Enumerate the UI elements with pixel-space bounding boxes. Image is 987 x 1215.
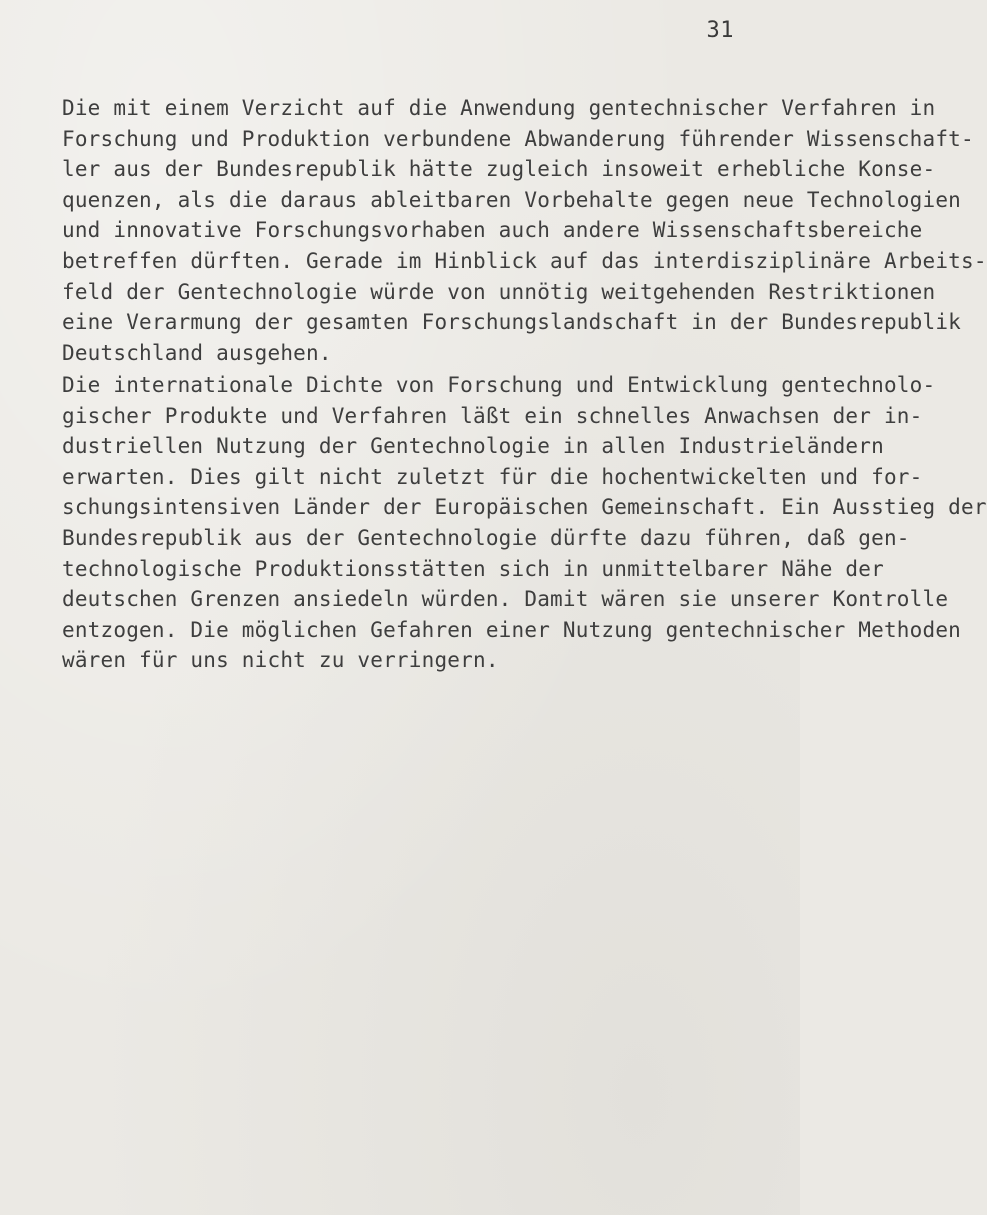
text-line: feld der Gentechnologie würde von unnötig weitgehenden Restriktionen — [62, 279, 936, 304]
text-line: Forschung und Produktion verbundene Abwanderung führender Wissenschaft- — [62, 126, 974, 151]
text-line: Deutschland ausgehen. — [62, 340, 332, 365]
text-line: schungsintensiven Länder der Europäischen Gemeinschaft. Ein Ausstieg der — [62, 495, 987, 520]
text-line: Die internationale Dichte von Forschung und Entwicklung gentechnolo- — [62, 373, 936, 397]
paragraph-1 — [62, 93, 987, 368]
paragraph-2 — [62, 370, 987, 676]
text-line: erwarten. Dies gilt nicht zuletzt für die hochentwickelten und for- — [62, 464, 923, 489]
text-line: ler aus der Bundesrepublik hätte zugleich insoweit erhebliche Konse- — [62, 157, 936, 182]
page-number: 31 — [706, 18, 734, 43]
text-line: deutschen Grenzen ansiedeln würden. Damit wären sie unserer Kontrolle — [62, 587, 949, 612]
text-line: eine Verarmung der gesamten Forschungslandschaft in der Bundesrepublik — [62, 310, 962, 335]
text-line: betreffen dürften. Gerade im Hinblick auf das interdisziplinäre Arbeits- — [62, 248, 987, 273]
text-line: dustriellen Nutzung der Gentechnologie in allen Industrieländern — [62, 434, 884, 459]
text-line: und innovative Forschungsvorhaben auch andere Wissenschaftsbereiche — [62, 218, 923, 243]
text-line: wären für uns nicht zu verringern. — [62, 648, 499, 673]
text-line: gischer Produkte und Verfahren läßt ein schnelles Anwachsen der in- — [62, 403, 923, 428]
text-line: entzogen. Die möglichen Gefahren einer Nutzung gentechnischer Methoden — [62, 617, 962, 642]
text-line: technologische Produktionsstätten sich in unmittelbarer Nähe der — [62, 556, 884, 581]
text-line: quenzen, als die daraus ableitbaren Vorbehalte gegen neue Technologien — [62, 187, 962, 212]
text-line: Bundesrepublik aus der Gentechnologie dürfte dazu führen, daß gen- — [62, 525, 910, 550]
text-line: Die mit einem Verzicht auf die Anwendung gentechnischer Verfahren in — [62, 96, 936, 120]
